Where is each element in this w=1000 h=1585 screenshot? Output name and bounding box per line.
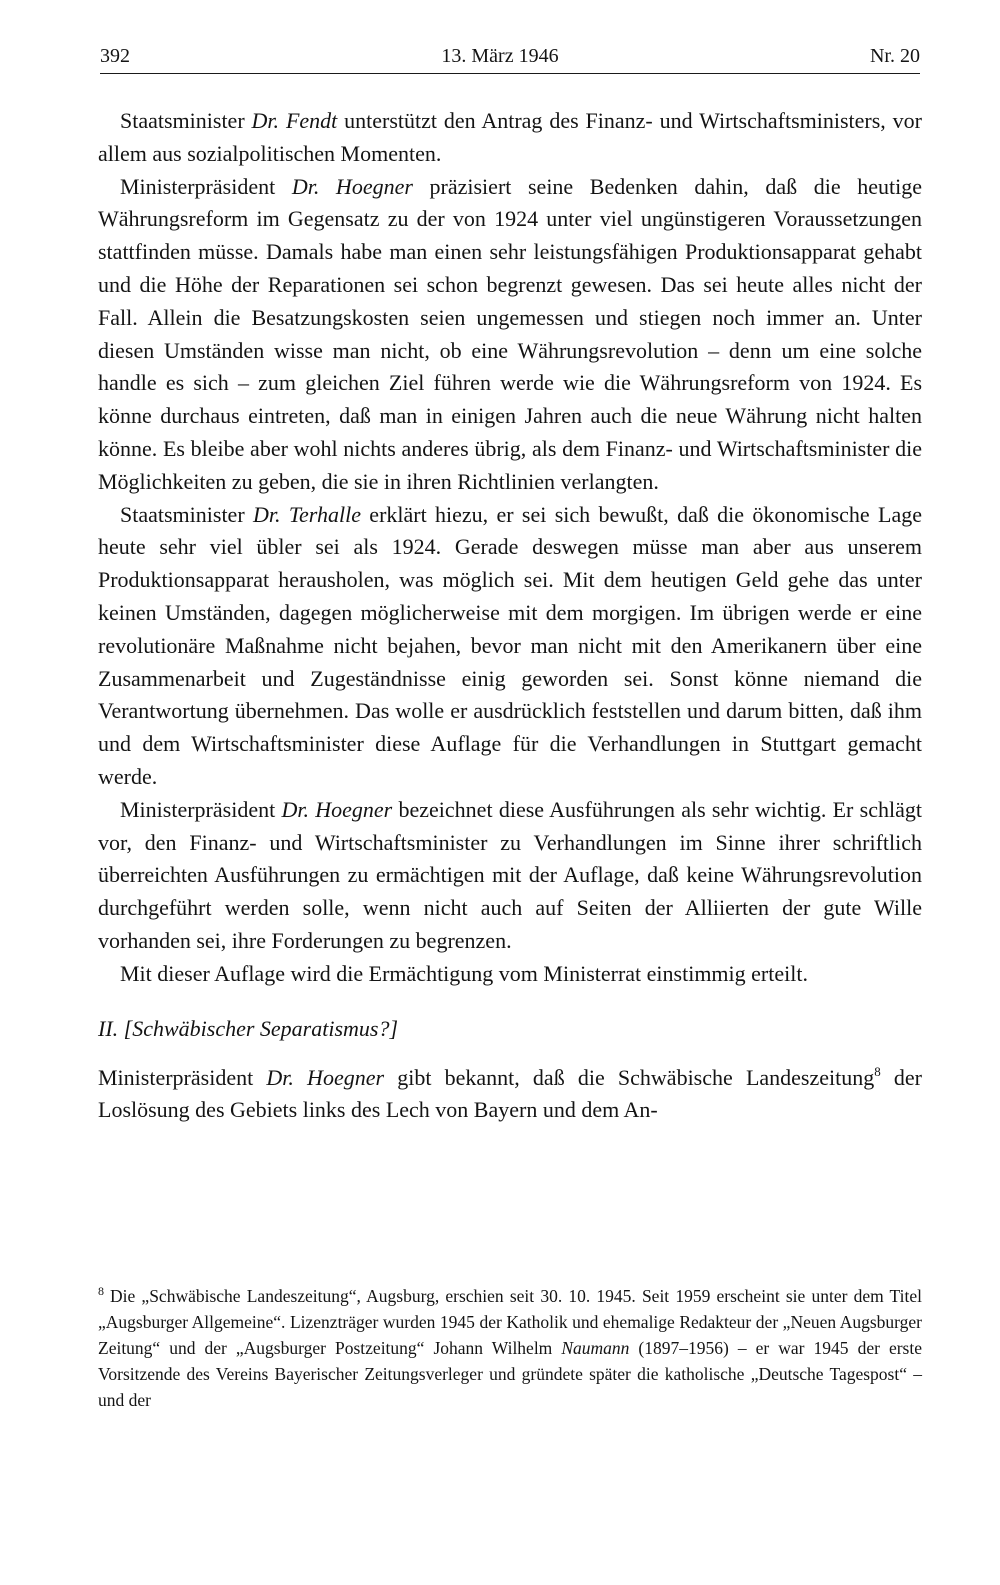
page-number: 392 [100,45,130,67]
person-name: Naumann [561,1338,630,1358]
footnote-mark: 8 [98,1284,104,1298]
section-heading: II. [Schwäbischer Separatismus?] [98,1015,399,1041]
person-name: Dr. Hoegner [266,1064,385,1090]
person-name: Dr. Fendt [251,108,338,133]
header-rule [100,73,920,74]
person-name: Dr. Hoegner [281,796,393,822]
person-name: Dr. Terhalle [252,501,361,527]
main-text [98,105,922,1127]
footnote: $^8$ Die „Schwäbische Landeszeitung“, Augsburg, erschien seit 30. 10. 1945. Seit 1959 erscheint sie unter dem Titel „Augsburger Allgemeine“. Lizenzträger wurden 1945 der Katholik und ehemalige Redakteur der „Neuen Augsburger Zeitung“ und der „Augsburger Postzeitung“ Johann Wilhelm Naumann (1897–1956) – er war 1945 der erste Vorsitzende des Vereins Bayerischer Zeitungsverleger und gründete später die katholische „Deutsche Tagespost“ – und der [98,1284,922,1410]
paragraph: Ministerpräsident Dr. Hoegner bezeichnet diese Ausführungen als sehr wichtig. Er schlägt vor, den Finanz- und Wirtschaftsminister zu Verhandlungen im Sinne ihrer schriftlich überreichten Ausführungen zu ermächtigen mit der Auflage, daß keine Währungsrevolution durchgeführt werden solle, wenn nicht auch auf Seiten der Alliierten der gute Wille vorhanden sei, ihre Forderungen zu begrenzen. [98,796,922,953]
footnotes [98,1283,922,1413]
header-date: 13. März 1946 [441,45,559,67]
paragraph: Staatsminister Dr. Terhalle erklärt hiezu, er sei sich bewußt, daß die ökonomische Lage heute sehr viel übler sei als 1924. Gerade deswegen müsse man aber aus unserem Produktionsapparat herausholen, was möglich sei. Mit dem heutigen Geld gehe das unter keinen Umständen, dagegen möglicherweise mit dem morgigen. Im übrigen werde er eine revolutionäre Maßnahme nicht bejahen, bevor man nicht mit den Amerikanern über eine Zusammenarbeit und Zugeständnisse einig geworden sei. Sonst könne niemand die Verantwortung übernehmen. Das wolle er ausdrücklich feststellen und darum bitten, daß ihm und dem Wirtschaftsminister diese Auflage für die Verhandlungen in Stuttgart gemacht werde. [98,501,922,789]
footnote-reference[interactable]: 8 [874,1063,881,1079]
issue-number: Nr. 20 [869,45,920,67]
paragraph: Staatsminister Dr. Fendt unterstützt den Antrag des Finanz- und Wirtschaftsministers, vor allem aus sozialpolitischen Momenten. [98,108,923,166]
running-header [100,42,920,70]
person-name: Dr. Hoegner [291,173,413,199]
paragraph: Mit dieser Auflage wird die Ermächtigung vom Ministerrat einstimmig erteilt. [120,960,808,986]
paragraph: Ministerpräsident Dr. Hoegner gibt bekannt, daß die Schwäbische Landeszeitung$^8$ der Loslösung des Gebiets links des Lech von Bayern und dem An- [98,1063,922,1123]
paragraph: Ministerpräsident Dr. Hoegner präzisiert seine Bedenken dahin, daß die heutige Währungsreform im Gegensatz zu der von 1924 unter viel ungünstigeren Voraussetzungen stattfinden müsse. Damals habe man einen sehr leistungsfähigen Produktionsapparat gehabt und die Höhe der Reparationen sei schon begrenzt gewesen. Das sei heute alles nicht der Fall. Allein die Besatzungskosten seien ungemessen und stiegen noch immer an. Unter diesen Umständen wisse man nicht, ob eine Währungsrevolution – denn um eine solche handle es sich – zum gleichen Ziel führen werde wie die Währungsreform von 1924. Es könne durchaus eintreten, daß man in einigen Jahren auch die neue Währung nicht halten könne. Es bleibe aber wohl nichts anderes übrig, als dem Finanz- und Wirtschaftsminister die Möglichkeiten zu geben, die sie in ihren Richtlinien verlangten. [98,173,922,494]
